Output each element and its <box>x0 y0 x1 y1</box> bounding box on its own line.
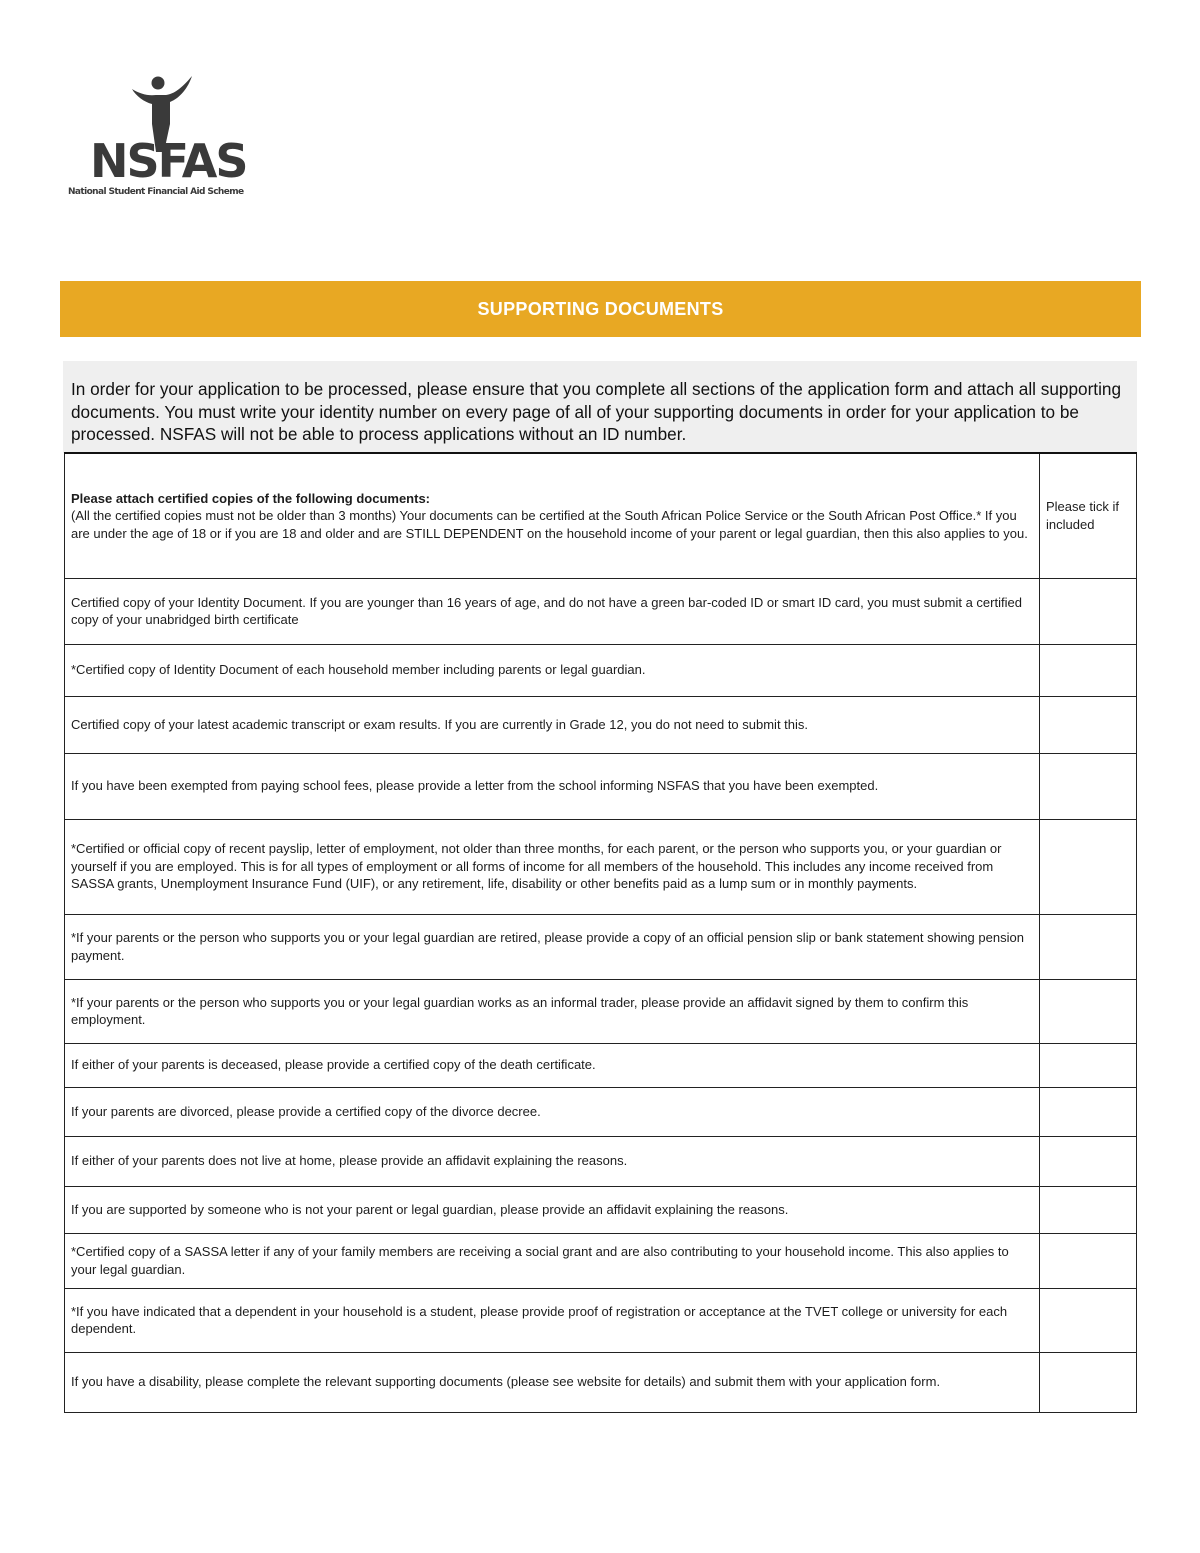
document-description: If your parents are divorced, please provide a certified copy of the divorce decree. <box>65 1087 1040 1136</box>
document-description: *If your parents or the person who supports you or your legal guardian works as an informal trader, please provide an affidavit signed by them to confirm this employment. <box>65 979 1040 1043</box>
tick-column-header: Please tick if included <box>1040 453 1137 578</box>
section-banner <box>60 281 1141 337</box>
tick-checkbox[interactable] <box>1040 914 1137 979</box>
tick-checkbox[interactable] <box>1040 1288 1137 1352</box>
document-description: If you are supported by someone who is not your parent or legal guardian, please provide an affidavit explaining the reasons. <box>65 1186 1040 1233</box>
header-title: Please attach certified copies of the following documents: <box>71 490 431 506</box>
document-description: If you have a disability, please complete the relevant supporting documents (please see website for details) and submit them with your application form. <box>65 1352 1040 1412</box>
tick-checkbox[interactable] <box>1040 578 1137 644</box>
header-instructions <box>65 453 1040 578</box>
table-row <box>65 1352 1137 1412</box>
tick-checkbox[interactable] <box>1040 1043 1137 1087</box>
document-description: Certified copy of your Identity Document. If you are younger than 16 years of age, and do not have a green bar-coded ID or smart ID card, you must submit a certified copy of your unabridged birth certificate <box>65 578 1040 644</box>
table-row <box>65 1087 1137 1136</box>
supporting-documents-table <box>64 452 1137 1413</box>
table-row <box>65 1043 1137 1087</box>
table-row <box>65 753 1137 819</box>
nsfas-logo <box>66 74 266 204</box>
tick-checkbox[interactable] <box>1040 979 1137 1043</box>
table-row <box>65 578 1137 644</box>
table-row <box>65 819 1137 914</box>
tick-checkbox[interactable] <box>1040 1352 1137 1412</box>
tick-checkbox[interactable] <box>1040 1233 1137 1288</box>
tick-checkbox[interactable] <box>1040 696 1137 753</box>
table-row <box>65 1233 1137 1288</box>
tick-checkbox[interactable] <box>1040 819 1137 914</box>
document-description: *Certified or official copy of recent payslip, letter of employment, not older than three months, for each parent, or the person who supports you, or your guardian or yourself if you are employed. This is for all types of employment or all forms of income for all members of the household. This includes any income received from SASSA grants, Unemployment Insurance Fund (UIF), or any retirement, life, disability or other benefits paid as a lump sum or in monthly payments. <box>65 819 1040 914</box>
table-row <box>65 696 1137 753</box>
table-row <box>65 1186 1137 1233</box>
section-title: SUPPORTING DOCUMENTS <box>477 298 724 319</box>
document-description: If either of your parents does not live at home, please provide an affidavit explaining the reasons. <box>65 1136 1040 1186</box>
document-description: *If your parents or the person who supports you or your legal guardian are retired, please provide a copy of an official pension slip or bank statement showing pension payment. <box>65 914 1040 979</box>
intro-notice: In order for your application to be processed, please ensure that you complete all sections of the application form and attach all supporting documents. You must write your identity number on every page of all of your supporting documents in order for your application to be processed. NSFAS will not be able to process applications without an ID number. <box>63 361 1137 453</box>
table-row <box>65 979 1137 1043</box>
table-row <box>65 1288 1137 1352</box>
table-row <box>65 1136 1137 1186</box>
logo-tagline: National Student Financial Aid Scheme <box>68 187 244 197</box>
tick-checkbox[interactable] <box>1040 753 1137 819</box>
document-description: *Certified copy of a SASSA letter if any of your family members are receiving a social grant and are also contributing to your household income. This also applies to your legal guardian. <box>65 1233 1040 1288</box>
document-description: If either of your parents is deceased, please provide a certified copy of the death certificate. <box>65 1043 1040 1087</box>
header-note: (All the certified copies must not be older than 3 months) Your documents can be certified at the South African Police Service or the South African Post Office.* If you are under the age of 18 or if you are 18 and older and are STILL DEPENDENT on the household income of your parent or legal guardian, then this also applies to you. <box>71 508 1028 541</box>
logo-wordmark: NSFAS <box>90 134 247 188</box>
tick-checkbox[interactable] <box>1040 1186 1137 1233</box>
table-row <box>65 644 1137 696</box>
tick-checkbox[interactable] <box>1040 1136 1137 1186</box>
document-description: *Certified copy of Identity Document of each household member including parents or legal guardian. <box>65 644 1040 696</box>
document-description: *If you have indicated that a dependent in your household is a student, please provide proof of registration or acceptance at the TVET college or university for each dependent. <box>65 1288 1040 1352</box>
document-description: If you have been exempted from paying school fees, please provide a letter from the school informing NSFAS that you have been exempted. <box>65 753 1040 819</box>
table-header-row <box>65 453 1137 578</box>
tick-checkbox[interactable] <box>1040 644 1137 696</box>
tick-checkbox[interactable] <box>1040 1087 1137 1136</box>
table-row <box>65 914 1137 979</box>
document-description: Certified copy of your latest academic transcript or exam results. If you are currently in Grade 12, you do not need to submit this. <box>65 696 1040 753</box>
